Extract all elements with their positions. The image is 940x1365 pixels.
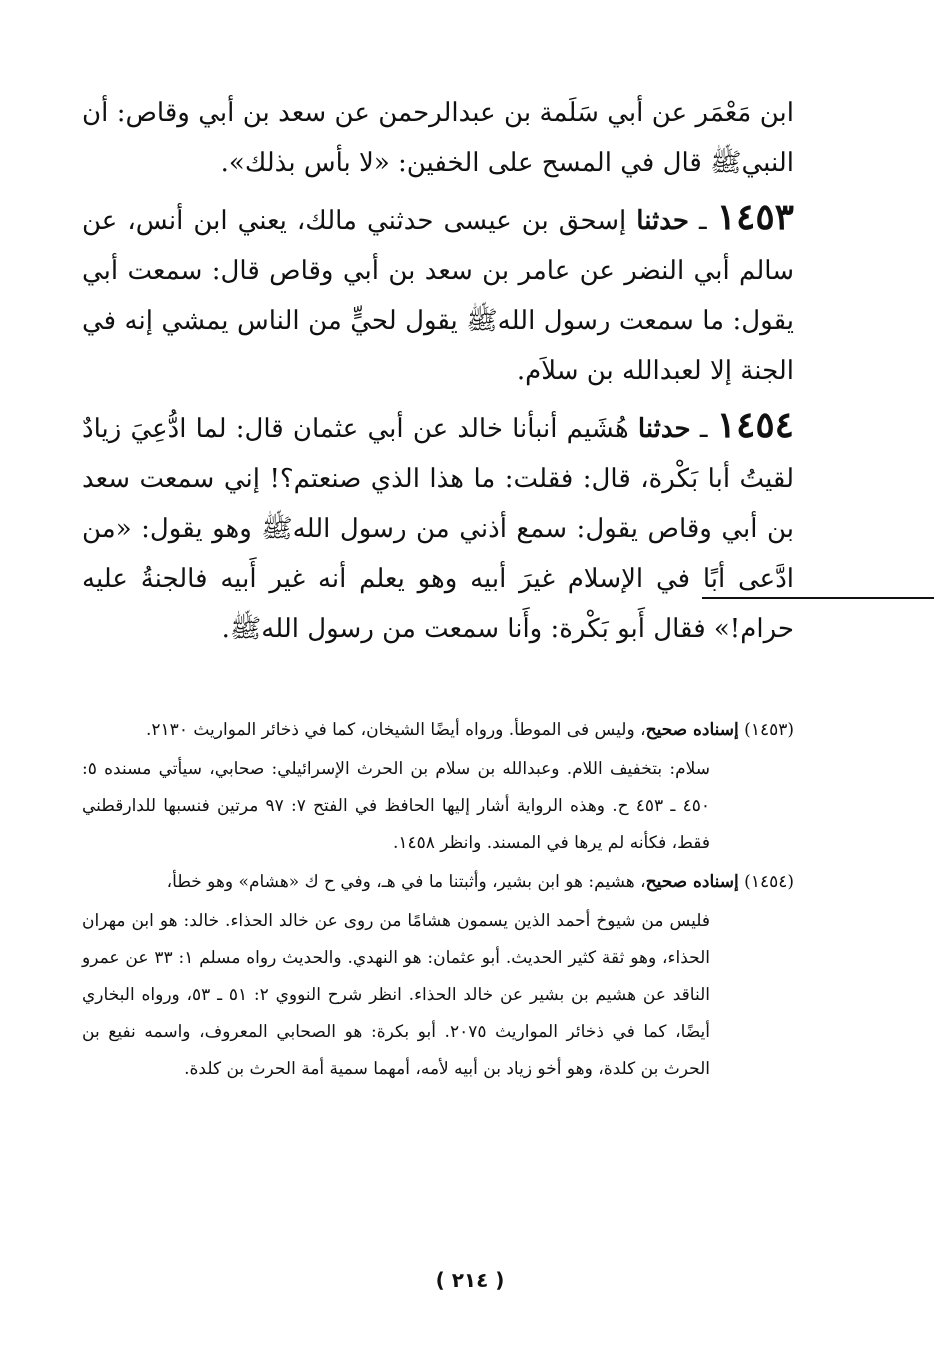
footnote-ref: (١٤٥٣) [738,720,794,740]
hadith-label: حدثنا [636,206,689,236]
page-body [82,88,794,654]
hadith-dash: ـ [690,414,717,444]
footnote-label: إسناده صحيح [645,720,739,740]
footnote-1453 [82,712,794,749]
footnote-1454-continuation: فليس من شيوخ أحمد الذين يسمون هشامًا من روى عن خالد الحذاء. خالد: هو ابن مهران الحذاء، وهو ثقة كثير الحديث. أبو عثمان: هو النهدي. والحديث رواه مسلم ١: ٣٣ عن عمرو الناقد عن هشيم بن بشير عن خالد الحذاء. انظر شرح النووي ٢: ٥١ ـ ٥٣، ورواه البخاري أيضًا، كما في ذخائر المواريث ٢٠٧٥. أبو بكرة: هو الصحابي المعروف، واسمه نفيع بن الحرث بن كلدة، وهو أخو زياد بن أبيه لأمه، أمهما سمية أمة الحرث بن كلدة. [82,911,711,1079]
footnote-divider [702,597,934,599]
hadith-dash: ـ [689,206,717,236]
footnote-text: ، هشيم: هو ابن بشير، وأثبتنا ما في هـ، وفي ح ك «هشام» وهو خطأ، [166,872,646,892]
hadith-text: إسحق بن عيسى حدثني مالك، يعني ابن أنس، عن سالم أبي النضر عن عامر بن سعد بن أبي وقاص قال: سمعت أبي يقول: ما سمعت رسول اللهﷺ يقول لحيٍّ من الناس يمشي إنه في الجنة إلا لعبدالله بن سلاَم. [82,206,794,386]
hadith-number: ١٤٥٣ [716,196,794,238]
intro-paragraph: ابن مَعْمَر عن أبي سَلَمة بن عبدالرحمن عن سعد بن أبي وقاص: أن النبيﷺ قال في المسح على الخفين: «لا بأس بذلك». [82,98,794,178]
hadith-1454 [82,400,794,654]
footnote-ref: (١٤٥٤) [738,872,794,892]
page-number: ( ٢١٤ ) [435,1268,505,1292]
hadith-label: حدثنا [637,414,691,444]
hadith-1453 [82,192,794,396]
hadith-number: ١٤٥٤ [716,404,794,446]
hadith-text: هُشَيم أنبأنا خالد عن أبي عثمان قال: لما ادُّعِيَ زيادٌ لقيتُ أبا بَكْرة، قال: فقلت: ما هذا الذي صنعتم؟! إني سمعت سعد بن أبي وقاص يقول: سمع أذني من رسول اللهﷺ وهو يقول: «من ادَّعى أبًا في الإسلام غيرَ أبيه وهو يعلم أنه غير أَبيه فالجنةُ عليه حرام!» فقال أَبو بَكْرة: وأَنا سمعت من رسول اللهﷺ. [82,414,794,644]
footnotes [82,712,794,1088]
footnote-1454 [82,864,794,901]
footnote-1453-continuation: سلام: بتخفيف اللام. وعبدالله بن سلام بن الحرث الإسرائيلي: صحابي، سيأتي مسنده ٥: ٤٥٠ ـ ٤٥٣ ح. وهذه الرواية أشار إليها الحافظ في الفتح ٧: ٩٧ مرتين فنسبها للدارقطني فقط، فكأنه لم يرها في المسند. وانظر ١٤٥٨. [82,759,710,853]
main-text [82,88,794,654]
footnote-label: إسناده صحيح [645,872,739,892]
footnote-text: ، وليس فى الموطأ. ورواه أيضًا الشيخان، كما في ذخائر المواريث ٢١٣٠. [146,720,646,740]
